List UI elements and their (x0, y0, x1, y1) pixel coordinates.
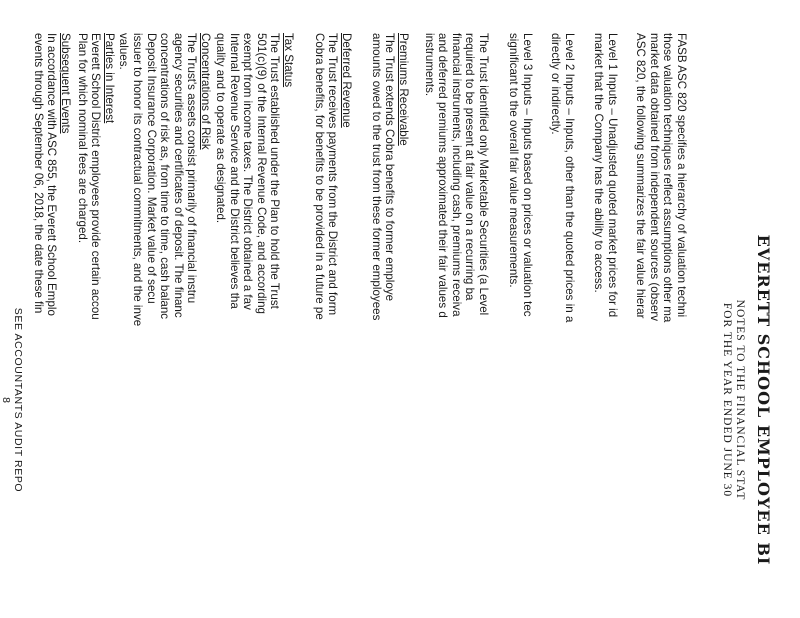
text-line: FASB ASC 820 specifies a hierarchy of valuation techni (675, 33, 688, 318)
text-line: instruments. (422, 33, 436, 97)
subsequent-events-section (31, 33, 72, 316)
document-subtitle-year: FOR THE YEAR ENDED JUNE 30 (721, 302, 733, 498)
level1-paragraph (592, 33, 619, 317)
text-line: Cobra benefits, for benefits to be provided in a future pe (312, 33, 326, 320)
text-line: required to be present at fair value on a recurring ba (463, 33, 477, 301)
text-line: The Trust's assets consist primarily of financial instru (185, 33, 199, 304)
text-line: issuer to honor its contractual commitments, and the inve (131, 33, 145, 327)
text-line: Level 1 Inputs – Unadjusted quoted market prices for id (606, 33, 619, 318)
document-title: EVERETT SCHOOL EMPLOYEE BI (754, 234, 773, 566)
text-line: The Trust established under the Plan to hold the Trust (268, 33, 282, 309)
section-heading: Concentrations of Risk (199, 33, 212, 150)
parties-in-interest-section (75, 33, 116, 320)
text-line: In accordance with ASC 855, the Everett School Emplo (45, 33, 59, 316)
page-number: 8 (0, 397, 12, 403)
text-line: Plan for which nominal fees are charged. (75, 33, 89, 244)
text-line: Level 2 Inputs – Inputs, other than the quoted prices in a (563, 33, 576, 323)
text-line: Internal Revenue Service and the District believes tha (227, 33, 241, 309)
text-line: ASC 820, the following summarizes the fair value hierar (634, 33, 648, 319)
text-line: directly or indirectly. (549, 33, 563, 135)
section-heading: Tax Status (282, 33, 295, 88)
premiums-receivable-section (369, 33, 410, 320)
text-line: concentrations of risk as, from time to time, cash balanc (158, 33, 172, 320)
level3-paragraph (507, 33, 534, 317)
text-line: financial instruments, including cash, premiums receiva (449, 33, 463, 317)
text-line: The Trust identified only Marketable Securities (a Level (477, 33, 490, 316)
marketable-securities-paragraph (422, 33, 490, 318)
text-line: The Trust receives payments from the District and form (326, 33, 340, 316)
text-line: market data obtained from independent sources (observ (647, 33, 661, 322)
fasb-paragraph (634, 33, 688, 322)
text-line: The Trust extends Cobra benefits to former employe (383, 33, 397, 302)
text-line: and deferred premiums approximated their fair values d (436, 33, 450, 318)
section-heading: Premiums Receivable (397, 33, 410, 146)
document-subtitle-notes: NOTES TO THE FINANCIAL STAT (734, 299, 746, 501)
text-line: market that the Company has the ability to access. (592, 33, 606, 293)
deferred-revenue-section (312, 33, 353, 320)
text-line: amounts owed to the trust from these former employees (369, 33, 383, 321)
concentrations-of-risk-section (117, 33, 212, 326)
text-line: quality and to operate as designated. (214, 33, 228, 224)
text-line: Everett School District employees provide certain accou (89, 33, 103, 320)
section-heading: Subsequent Events (59, 33, 72, 134)
text-line: agency securities and certificates of deposit. The financ (171, 33, 185, 318)
text-line: Deposit Insurance Corporation. Market value of secu (144, 33, 158, 304)
tax-status-section (213, 33, 295, 314)
text-line: 501(c)(9) of the Internal Revenue Code, and according (254, 33, 268, 314)
text-line: those valuation techniques reflect assumptions other ma (661, 33, 675, 323)
level2-paragraph (549, 33, 576, 322)
text-line: values. (117, 33, 131, 70)
section-heading: Parties in Interest (103, 33, 116, 124)
text-line: events through September 06, 2018, the date these fin (31, 33, 45, 314)
text-line: significant to the overall fair value measurements. (507, 33, 521, 288)
text-line: Level 3 Inputs – Inputs based on prices or valuation tec (521, 33, 534, 317)
section-heading: Deferred Revenue (340, 33, 353, 128)
text-line: exempt from income taxes. The District obtained a fav (241, 33, 255, 310)
page-footer: SEE ACCOUNTANTS AUDIT REPO (12, 307, 24, 493)
